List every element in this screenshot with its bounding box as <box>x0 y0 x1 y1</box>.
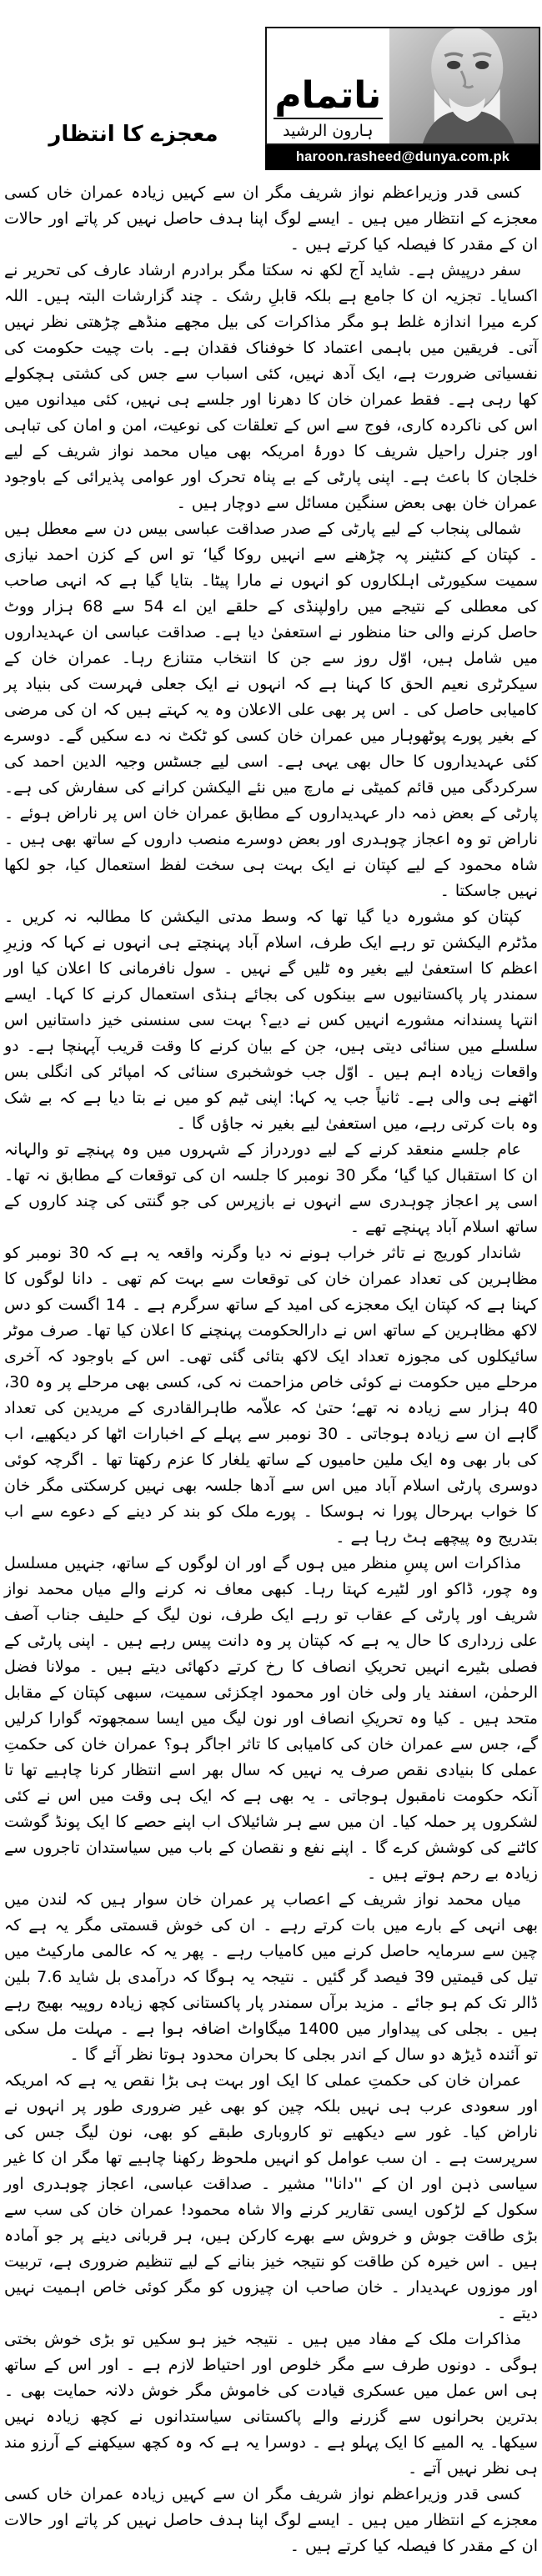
column-title: ناتمام <box>274 74 382 117</box>
headline-area <box>2 23 265 170</box>
author-signature: ہارون الرشید <box>283 122 374 140</box>
article-paragraph: میاں محمد نواز شریف کے اعصاب پر عمران خان سوار ہیں کہ لندن میں بھی انہی کے بارے میں بات کرتے رہے ۔ ان کی خوش قسمتی مگر یہ ہے کہ چین سے سرمایہ حاصل کرنے میں کامیاب رہے ۔ پھر یہ کہ عالمی مارکیٹ میں تیل کی قیمتیں 39 فیصد گر گئیں ۔ نتیجہ یہ ہوگا کہ درآمدی بل شاید 7.6 بلین ڈالر تک کم ہو جائے ۔ مزید برآں سمندر پار پاکستانی کچھ زیادہ روپیہ بھیج رہے ہیں ۔ بجلی کی پیداوار میں 1400 میگاواٹ اضافہ ہوا ہے ۔ مہلت مل سکی تو آئندہ ڈیڑھ دو سال کے اندر بجلی کا بحران محدود ہوتا نظر آئے گا ۔ <box>4 1890 538 2064</box>
article-paragraph: عمران خان کی حکمتِ عملی کا ایک اور بہت ہی بڑا نقص یہ ہے کہ امریکہ اور سعودی عرب ہی نہیں بلکہ چین کو بھی غیر ضروری طور پر انہوں نے ناراض کیا۔ غور سے دیکھیے تو کاروباری طبقے کو بھی، نون لیگ جس کی سرپرست ہے ۔ ان سب عوامل کو انہیں ملحوظ رکھنا چاہیے تھا مگر ان کا غیر سیاسی ذہن اور ان کے ''دانا'' مشیر ۔ صداقت عباسی، اعجاز چوہدری اور سکول کے لڑکوں ایسی تقاریر کرنے والا شاہ محمود! عمران خان کی سب سے بڑی طاقت جوش و خروش سے بھرے کارکن ہیں، ہر قربانی دینے پر جو آمادہ ہیں ۔ اس خیرہ کن طاقت کو نتیجہ خیز بنانے کے لیے تنظیم ضروری ہے، تربیت اور موزوں عہدیدار ۔ خان صاحب ان چیزوں کو مگر کوئی خاص اہمیت نہیں دیتے ۔ <box>4 2071 538 2322</box>
article-headline: معجزے کا انتظار <box>48 122 218 147</box>
masthead-titles <box>267 28 389 143</box>
article-paragraph: عام جلسے منعقد کرنے کے لیے دوردراز کے شہروں میں وہ پہنچے تو والہانہ ان کا استقبال کیا گیا‘ مگر 30 نومبر کا جلسہ ان کی توقعات کے مطابق نہ تھا۔ اسی پر اعجاز چوہدری سے انہوں نے بازپرس کی جو گنتی کی چند کاروں کے ساتھ اسلام آباد پہنچے تھے ۔ <box>4 1140 538 1236</box>
author-email: haroon.rasheed@dunya.com.pk <box>265 145 540 170</box>
article-paragraph: مذاکرات ملک کے مفاد میں ہیں ۔ نتیجہ خیز ہو سکیں تو بڑی خوش بختی ہوگی ۔ دونوں طرف سے مگر خلوص اور احتیاط لازم ہے ۔ اور اس کے ساتھ ہی اس عمل میں عسکری قیادت کی خاموش مگر خوش دلانہ حمایت بھی ۔ بدترین بحرانوں سے گزرنے والے پاکستانی سیاستدانوں نے کچھ زیادہ نہیں سیکھا۔ یہ المیے کا ایک پہلو ہے ۔ دوسرا یہ ہے کہ وہ کچھ سیکھنے کے آرزو مند ہی نظر نہیں آتے ۔ <box>4 2330 538 2478</box>
article-paragraph: کسی قدر وزیراعظم نواز شریف مگر ان سے کہیں زیادہ عمران خاں کسی معجزے کے انتظار میں ہیں ۔ ایسے لوگ اپنا ہدف حاصل نہیں کر پاتے اور حالات ان کے مقدر کا فیصلہ کیا کرتے ہیں ۔ <box>4 2485 538 2555</box>
masthead-divider <box>274 118 383 119</box>
article-paragraph: سفر درپیش ہے۔ شاید آج لکھ نہ سکتا مگر برادرم ارشاد عارف کی تحریر نے اکسایا۔ تجزیہ ان کا جامع ہے بلکہ قابلِ رشک ۔ چند گزارشات البتہ ہیں۔ اللہ کرے میرا اندازہ غلط ہو مگر مذاکرات کی بیل مجھے منڈھے چڑھتی نظر نہیں آتی۔ فریقین میں باہمی اعتماد کا خوفناک فقدان ہے۔ بات چیت حکومت کی نفسیاتی ضرورت ہے، ایک آدھ نہیں، کئی اسباب سے جس کی کشتی ہچکولے کھا رہی ہے۔ فقط عمران خان کا دھرنا اور جلسے ہی نہیں، کئی میدانوں میں اس کی ناکردہ کاری، فوج سے اس کے تعلقات کی نوعیت، امن و امان کی تباہی اور جنرل راحیل شریف کا دورۂ امریکہ بھی میاں محمد نواز شریف کے لیے خلجان کا باعث ہے۔ اپنی پارٹی کے بے پناہ تحرک اور عوامی پذیرائی کے باوجود عمران خان بھی بعض سنگین مسائل سے دوچار ہیں ۔ <box>4 261 538 512</box>
article-paragraph: مذاکرات اس پسِ منظر میں ہوں گے اور ان لوگوں کے ساتھ، جنہیں مسلسل وہ چور، ڈاکو اور لٹیرے کہتا رہا۔ کبھی معاف نہ کرنے والے میاں محمد نواز شریف اور پارٹی کے عقاب تو رہے ایک طرف، نون لیگ کے حلیف جناب آصف علی زرداری کا حال یہ ہے کہ کپتان پر وہ دانت پیس رہے ہیں ۔ اپنی پارٹی کے فصلی بٹیرے انہیں تحریکِ انصاف کا رخ کرتے دکھائی دیتے ہیں ۔ مولانا فضل الرحمٰن، اسفند یار ولی خان اور محمود اچکزئی سمیت، سبھی کپتان کے مقابل متحد ہیں ۔ کیا وہ تحریکِ انصاف اور نون لیگ میں ایسا سمجھوتہ گوارا کرلیں گے، جس سے عمران خان کی کامیابی کا تاثر اجاگر ہو؟ عمران خان کی حکمتِ عملی کا بنیادی نقص صرف یہ نہیں کہ سال بھر اسے انتظار کرنا چاہیے تھا تا آنکہ حکومت نامقبول ہوجاتی ۔ یہ بھی ہے کہ ایک ہی وقت میں اس نے کئی لشکروں پر حملہ کیا۔ ان میں سے ہر شائیلاک اب اپنے حصے کا ایک پونڈ گوشت کاٹنے کی کوشش کرے گا ۔ اپنے نفع و نقصان کے باب میں سیاستدان تاجروں سے زیادہ بے رحم ہوتے ہیں ۔ <box>4 1554 538 1883</box>
article-paragraph: کپتان کو مشورہ دیا گیا تھا کہ وسط مدتی الیکشن کا مطالبہ نہ کریں ۔ مڈٹرم الیکشن تو رہے ایک طرف، اسلام آباد پہنچتے ہی انہوں نے کہا کہ وزیرِ اعظم کا استعفیٰ لیے بغیر وہ ٹلیں گے نہیں ۔ سول نافرمانی کا اعلان کیا اور سمندر پار پاکستانیوں سے بینکوں کی بجائے ہنڈی استعمال کرنے کا کہا۔ ایسے انتہا پسندانہ مشورے انہیں کس نے دیے؟ بہت سی سنسنی خیز داستانیں اس سلسلے میں سنائی دیتی ہیں، جن کے بیان کرنے کا وقت قریب آپہنچا ہے۔ دو واقعات زیادہ اہم ہیں ۔ اوّل جب خوشخبری سنائی کہ امپائر کی انگلی بس اٹھنے ہی والی ہے۔ ثانیاً جب یہ کہا: اپنی ٹیم کو میں نے بتا دیا ہے کہ بے شک وہ بات کرتی رہے، میں استعفیٰ لیے بغیر نہ جاؤں گا ۔ <box>4 908 538 1133</box>
article-paragraph: شمالی پنجاب کے لیے پارٹی کے صدر صداقت عباسی بیس دن سے معطل ہیں ۔ کپتان کے کنٹینر پہ چڑھنے سے انہیں روکا گیا‘ تو اس کے کزن احمد نیازی سمیت سکیورٹی اہلکاروں کو انہوں نے مارا پیٹا۔ بتایا گیا ہے کہ انہی صاحب کی معطلی کے نتیجے میں راولپنڈی کے حلقے این اے 54 سے 68 ہزار ووٹ حاصل کرنے والی حنا منظور نے استعفیٰ دیا ہے۔ صداقت عباسی ان عہدیداروں میں شامل ہیں، اوّل روز سے جن کا انتخاب متنازع رہا۔ عمران خان کے سیکرٹری نعیم الحق کا کہنا ہے کہ انہوں نے ایک جعلی فہرست کی بنیاد پر کامیابی حاصل کی ۔ اس پر بھی علی الاعلان وہ یہ کہتے ہیں کہ ان کی مرضی کے بغیر پورے پوٹھوہار میں عمران خان کسی کو ٹکٹ نہ دے سکیں گے۔ دوسرے کئی عہدیداروں کا حال بھی یہی ہے۔ اسی لیے جسٹس وجیہ الدین احمد کی سرکردگی میں قائم کمیٹی نے مارچ میں نئے الیکشن کرانے کی سفارش کی ہے۔ پارٹی کے بعض ذمہ دار عہدیداروں کے مطابق عمران خان اس پر ناراض ہوئے ۔ ناراض تو وہ اعجاز چوہدری اور بعض دوسرے منصب داروں کے ساتھ بھی ہیں ۔ شاہ محمود کے لیے کپتان نے ایک بہت ہی سخت لفظ استعمال کیا، جو لکھا نہیں جاسکتا ۔ <box>4 520 538 900</box>
article-body <box>0 175 542 2576</box>
author-photo <box>389 28 539 143</box>
column-masthead <box>265 27 540 170</box>
article-paragraph: شاندار کوریج نے تاثر خراب ہونے نہ دیا وگرنہ واقعہ یہ ہے کہ 30 نومبر کو مظاہرین کی تعداد عمران خان کی توقعات سے بہت کم تھی ۔ دانا لوگوں کا کہنا ہے کہ کپتان ایک معجزے کی امید کے ساتھ سرگرم ہے ۔ 14 اگست کو دس لاکھ مظاہرین کے ساتھ اس نے دارالحکومت پہنچنے کا اعلان کیا تھا۔ صرف موٹر سائیکلوں کی مجوزہ تعداد ایک لاکھ بتائی گئی تھی۔ اس کے باوجود کہ آخری مرحلے میں حکومت نے کوئی خاص مزاحمت نہ کی، کسی بھی مرحلے پر وہ 30، 40 ہزار سے زیادہ نہ تھے؛ حتیٰ کہ علاّمہ طاہرالقادری کے مریدین کی تعداد گاہے ان سے زیادہ ہوجاتی ۔ 30 نومبر سے پہلے کے اخبارات اٹھا کر دیکھیے، اب کی بار بھی وہ ایک ملین حامیوں کے ساتھ یلغار کا عزم رکھتا تھا ۔ اگرچہ کوئی دوسری پارٹی اسلام آباد میں اس سے آدھا جلسہ بھی نہیں کرسکتی مگر خان کا خواب بہرحال پورا نہ ہوسکا ۔ پورے ملک کو بند کر دینے کے دعوے سے اب بتدریج وہ پیچھے ہٹ رہا ہے ۔ <box>4 1244 538 1547</box>
column-header-area <box>0 0 542 175</box>
article-paragraph: کسی قدر وزیراعظم نواز شریف مگر ان سے کہیں زیادہ عمران خاں کسی معجزے کے انتظار میں ہیں ۔ ایسے لوگ اپنا ہدف حاصل نہیں کر پاتے اور حالات ان کے مقدر کا فیصلہ کیا کرتے ہیں ۔ <box>4 184 538 254</box>
masthead-box <box>265 27 540 145</box>
